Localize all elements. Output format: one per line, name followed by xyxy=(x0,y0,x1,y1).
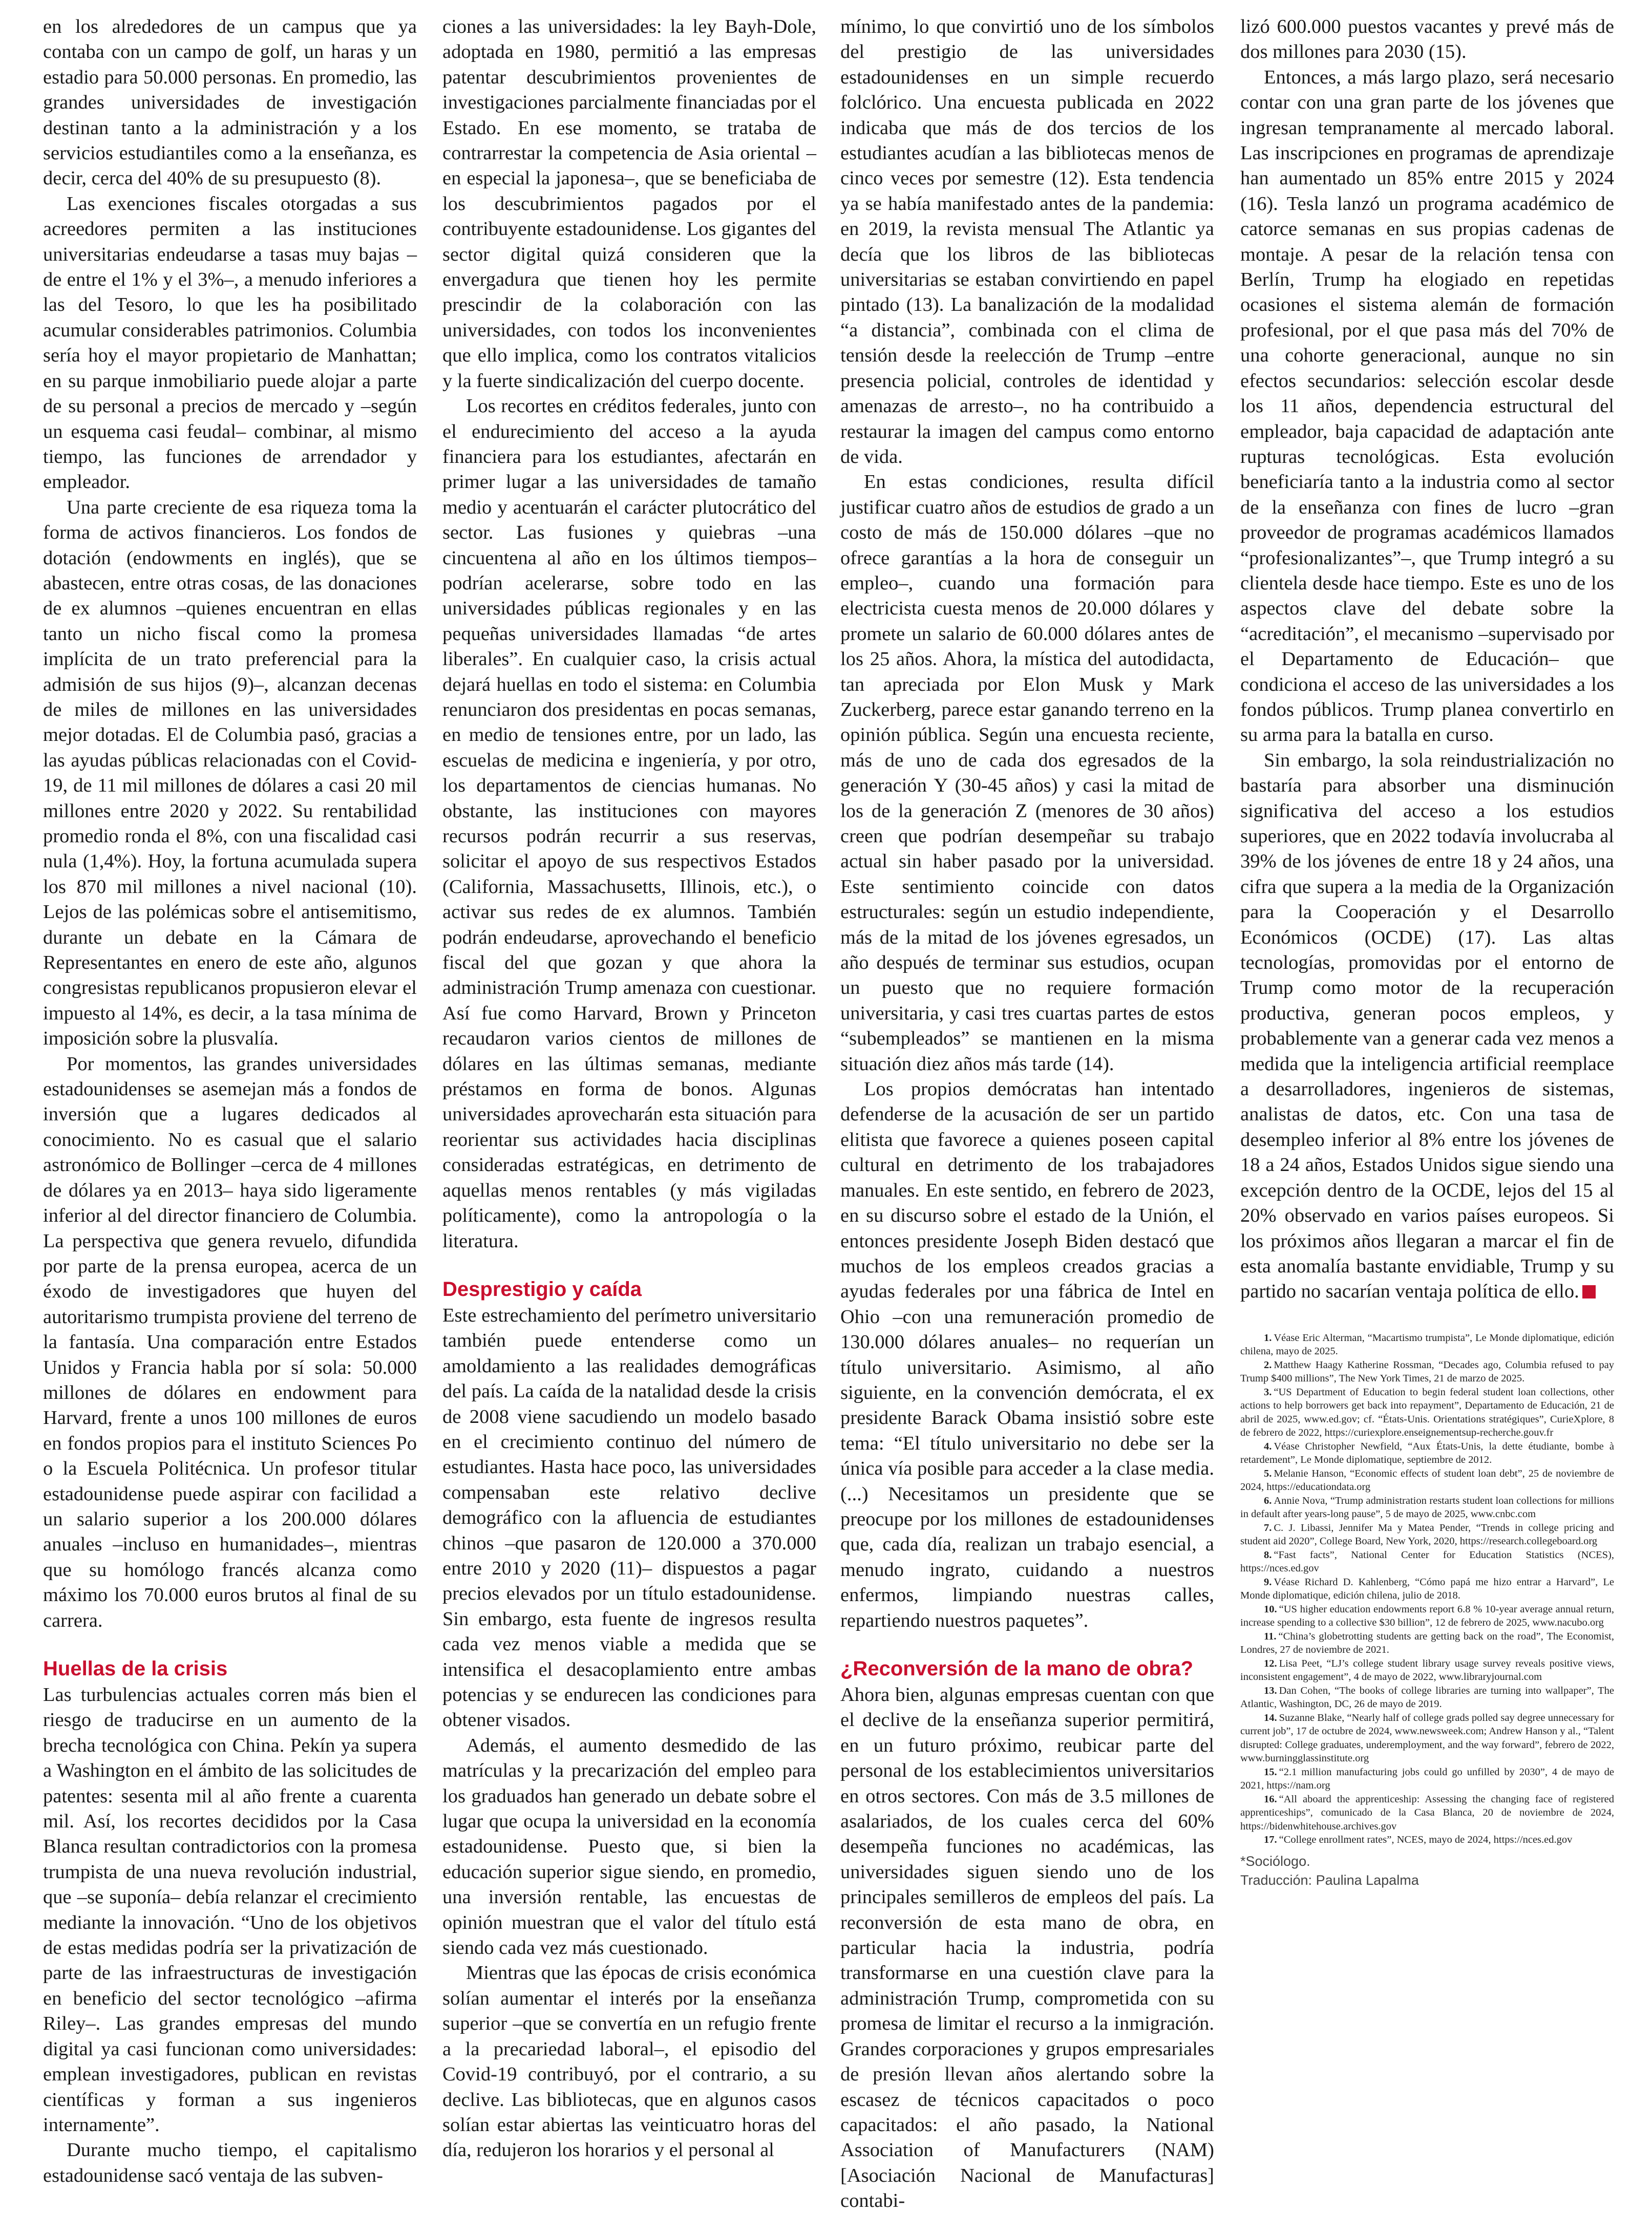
footnote-text: “Fast facts”, National Center for Education Statistics (NCES), https://nces.ed.gov xyxy=(1240,1549,1614,1574)
footnote-text: Véase Christopher Newfield, “Aux États-Unis, la dette étudiante, bombe à retardement”, Le Monde diplomatique, septiembre de 2012. xyxy=(1240,1440,1614,1466)
footnote-number: 6. xyxy=(1264,1495,1272,1506)
article-column-3 xyxy=(840,14,1214,2212)
footnote xyxy=(1240,1576,1614,1603)
footnote-number: 13. xyxy=(1264,1685,1277,1696)
footnote-text: C. J. Libassi, Jennifer Ma y Matea Pender, “Trends in college pricing and student aid 2020”, College Board, New York, 2020, https://research.collegeboard.org xyxy=(1240,1522,1614,1547)
author-note: *Sociólogo. xyxy=(1240,1853,1310,1869)
footnote-number: 16. xyxy=(1264,1793,1277,1805)
footnote-number: 4. xyxy=(1264,1440,1272,1452)
footnote-number: 15. xyxy=(1264,1766,1277,1778)
article-column-1 xyxy=(43,14,417,2186)
article-column-2 xyxy=(442,14,816,2161)
footnote-text: Véase Richard D. Kahlenberg, “Cómo papá me hizo entrar a Harvard”, Le Monde diplomatique, edición chilena, julio de 2018. xyxy=(1240,1576,1614,1602)
footnote xyxy=(1240,1793,1614,1834)
footnote-number: 7. xyxy=(1264,1522,1272,1534)
article-paragraph: Las exenciones fiscales otorgadas a sus acreedores permiten a las instituciones universitarias endeudarse a tasas muy bajas –de entre el 1% y el 3%–, a menudo inferiores a las del Tesoro, lo que les ha posibilitado acumular considerables patrimonios. Columbia sería hoy el mayor propietario de Manhattan; en su parque inmobiliario puede alojar a parte de su personal a precios de mercado y –según un esquema casi feudal– combinar, al mismo tiempo, las funciones de arrendador y empleador. xyxy=(43,193,417,493)
article-paragraph: Durante mucho tiempo, el capitalismo estadounidense sacó ventaja de las subven- xyxy=(43,2139,417,2186)
footnote-text: “US higher education endowments report 6.8 % 10-year average annual return, increase spending to a collective $30 billion”, 12 de febrero de 2025, www.nacubo.org xyxy=(1240,1603,1614,1629)
footnote-text: “College enrollment rates”, NCES, mayo de 2024, https://nces.ed.gov xyxy=(1279,1834,1573,1846)
footnote xyxy=(1240,1684,1614,1711)
footnote-number: 9. xyxy=(1264,1576,1272,1588)
article-paragraph: Entonces, a más largo plazo, será necesario contar con una gran parte de los jóvenes que ingresan tempranamente al mercado laboral. Las inscripciones en programas de aprendizaje han aumentado un 85% entre 2015 y 2024 (16). Tesla lanzó un programa académico de catorce semanas en sus propias cadenas de montaje. A pesar de la relación tensa con Berlín, Trump ha elogiado en repetidas ocasiones el sistema alemán de formación profesional, por el que pasa más del 70% de una cohorte generacional, aunque no sin efectos secundarios: selección escolar desde los 11 años, dependencia estructural del empleador, baja capacidad de adaptación ante rupturas tecnológicas. Esta evolución beneficiaría tanto a la industria como al sector de la enseñanza con fines de lucro –gran proveedor de programas académicos llamados “profesionalizantes”–, que Trump integró a su clientela desde hace tiempo. Este es uno de los aspectos clave del debate sobre la “acreditación”, el mecanismo –supervisado por el Departamento de Educación– que condiciona el acceso de las universidades a los fondos públicos. Trump planea convertirlo en su arma para la batalla en curso. xyxy=(1240,66,1614,746)
article-paragraph: Mientras que las épocas de crisis económica solían aumentar el interés por la enseñanza superior –que se convertía en un refugio frente a la precariedad laboral–, el episodio del Covid-19 contribuyó, por el contrario, a su declive. Las bibliotecas, que en algunos casos solían estar abiertas las veinticuatro horas del día, redujeron los horarios y el personal al xyxy=(442,1962,816,2161)
footnote-number: 11. xyxy=(1264,1630,1277,1642)
article-paragraph: Una parte creciente de esa riqueza toma la forma de activos financieros. Los fondos de dotación (endowments en inglés), que se abastecen, entre otras cosas, de las donaciones de ex alumnos –quienes encuentran en ellas tanto un nicho fiscal como la promesa implícita de un trato preferencial para la admisión de sus hijos (9)–, alcanzan decenas de miles de millones en las universidades mejor dotadas. El de Columbia pasó, gracias a las ayudas públicas relacionadas con el Covid-19, de 11 mil millones de dólares a casi 20 mil millones entre 2020 y 2022. Su rentabilidad promedio ronda el 8%, con una fiscalidad casi nula (1,4%). Hoy, la fortuna acumulada supera los 870 mil millones a nivel nacional (10). Lejos de las polémicas sobre el antisemitismo, durante un debate en la Cámara de Representantes en enero de este año, algunos congresistas republicanos propusieron elevar el impuesto al 14%, es decir, a la tasa mínima de imposición sobre la plusvalía. xyxy=(43,496,417,1050)
article-paragraph: Además, el aumento desmedido de las matrículas y la precarización del empleo para los graduados han generado un debate sobre el lugar que ocupa la universidad en la economía estadounidense. Puesto que, si bien la educación superior sigue siendo, en promedio, una inversión rentable, las encuestas de opinión muestran que el valor del título está siendo cada vez más cuestionado. xyxy=(442,1734,816,1959)
article-paragraph: lizó 600.000 puestos vacantes y prevé más de dos millones para 2030 (15). xyxy=(1240,16,1614,63)
footnote-text: Suzanne Blake, “Nearly half of college grads polled say degree unnecessary for current job”, 17 de octubre de 2024, www.newsweek.com; Andrew Hanson y al., “Talent disrupted: College graduates, underemployment, and the way forward”, febrero de 2022, www.burningglassinstitute.org xyxy=(1240,1712,1614,1764)
paragraph-text: Sin embargo, la sola reindustrialización no bastaría para absorber una disminución significativa del acceso a los estudios superiores, que en 2022 todavía involucraba al 39% de los jóvenes de entre 18 y 24 años, una cifra que supera a la media de la Organización para la Cooperación y el Desarrollo Económicos (OCDE) (17). Las altas tecnologías, promovidas por el entorno de Trump como motor de la recuperación productiva, generan pocos empleos, y probablemente van a generar cada vez menos a medida que la inteligencia artificial reemplace a desarrolladores, ingenieros de sistemas, analistas de datos, etc. Con una tasa de desempleo inferior al 8% entre los jóvenes de 18 a 24 años, Estados Unidos sigue siendo una excepción dentro de la OCDE, lejos del 15 al 20% observado en varios países europeos. Si los próximos años llegaran a marcar el fin de esta anomalía bastante envidiable, Trump y su partido no sacarían ventaja política de ello. xyxy=(1240,749,1614,1303)
article-paragraph xyxy=(1240,748,1614,1305)
article-column-4 xyxy=(1240,14,1614,2062)
footnote xyxy=(1240,1765,1614,1793)
footnotes xyxy=(1240,1331,1614,1847)
article-paragraph: Por momentos, las grandes universidades estadounidenses se asemejan más a fondos de inversión que a lugares dedicados al conocimiento. No es casual que el salario astronómico de Bollinger –cerca de 4 millones de dólares ya en 2013– haya sido ligeramente inferior al del director financiero de Columbia. La perspectiva que genera revuelo, difundida por parte de la prensa europea, acerca de un éxodo de investigadores que huyen del autoritarismo trumpista proviene del terreno de la fantasía. Una comparación entre Estados Unidos y Francia habla por sí sola: 50.000 millones de dólares en endowment para Harvard, frente a unos 100 millones de euros en fondos propios para el instituto Sciences Po o la Escuela Politécnica. Un profesor titular estadounidense puede aspirar con facilidad a un salario superior a los 200.000 dólares anuales –incluso en humanidades–, mientras que su homólogo francés alcanza como máximo los 70.000 euros brutos al final de su carrera. xyxy=(43,1053,417,1631)
footnote xyxy=(1240,1630,1614,1657)
footnote xyxy=(1240,1521,1614,1548)
footnote xyxy=(1240,1711,1614,1765)
footnote xyxy=(1240,1494,1614,1521)
footnote xyxy=(1240,1440,1614,1467)
footnote xyxy=(1240,1467,1614,1494)
footnote-text: Matthew Haagy Katherine Rossman, “Decades ago, Columbia refused to pay Trump $400 millions”, The New York Times, 21 de marzo de 2025. xyxy=(1240,1359,1614,1385)
footnote xyxy=(1240,1833,1614,1847)
article-paragraph: Los recortes en créditos federales, junto con el endurecimiento del acceso a la ayuda financiera para los estudiantes, afectarán en primer lugar a las universidades de tamaño medio y acentuarán el carácter plutocrático del sector. Las fusiones y quiebras –una cincuentena al año en los últimos tiempos– podrían acelerarse, sobre todo en las universidades públicas regionales y en las pequeñas universidades llamadas “de artes liberales”. En cualquier caso, la crisis actual dejará huellas en todo el sistema: en Columbia renunciaron dos presidentas en pocas semanas, en medio de tensiones entre, por un lado, las escuelas de medicina e ingeniería, y por otro, los departamentos de ciencias humanas. No obstante, las instituciones con mayores recursos podrán recurrir a sus reservas, solicitar el apoyo de sus respectivos Estados (California, Massachusetts, Illinois, etc.), o activar sus redes de ex alumnos. También podrán endeudarse, aprovechando el beneficio fiscal del que gozan y que ahora la administración Trump amenaza con cuestionar. Así fue como Harvard, Brown y Princeton recaudaron varios cientos de millones de dólares en las últimas semanas, mediante préstamos en forma de bonos. Algunas universidades aprovecharán esta situación para reorientar sus actividades hacia disciplinas consideradas estratégicas, en detrimento de aquellas menos rentables (y más vigiladas políticamente), como la antropología o la literatura. xyxy=(442,395,816,1252)
footnote xyxy=(1240,1603,1614,1630)
translation-credit: Traducción: Paulina Lapalma xyxy=(1240,1872,1419,1888)
footnote-number: 14. xyxy=(1264,1712,1277,1723)
footnote-number: 2. xyxy=(1264,1359,1272,1371)
footnote-number: 1. xyxy=(1264,1332,1272,1344)
footnote-text: Véase Eric Alterman, “Macartismo trumpista”, Le Monde diplomatique, edición chilena, mayo de 2025. xyxy=(1240,1332,1614,1357)
footnote-number: 17. xyxy=(1264,1834,1277,1846)
footnote-number: 12. xyxy=(1264,1657,1277,1669)
section-heading: Huellas de la crisis xyxy=(43,1657,228,1680)
footnote-text: “US Department of Education to begin federal student loan collections, other actions to help borrowers get back into repayment”, Departamento de Educación, 21 de abril de 2025, www.ed.gov; cf. “États-Unis. Orientations stratégiques”, CurieXplore, 8 de febrero de 2022, https://curiexplore.enseignementsup-recherche.gouv.fr xyxy=(1240,1386,1614,1439)
section-heading: ¿Reconversión de la mano de obra? xyxy=(840,1657,1194,1680)
article-paragraph: Ahora bien, algunas empresas cuentan con que el declive de la enseñanza superior permitirá, en un futuro próximo, reubicar parte del personal de los establecimientos universitarios en otros sectores. Con más de 3.5 millones de asalariados, de los cuales cerca del 60% desempeña funciones no académicas, las universidades siguen siendo uno de los principales semilleros de empleos del país. La reconversión de esta mano de obra, en particular hacia la industria, podría transformarse en una cuestión clave para la administración Trump, comprometida con su promesa de limitar el recurso a la inmigración. Grandes corporaciones y grupos empresariales de presión llevan años alertando sobre la escasez de técnicos capacitados o poco capacitados: el año pasado, la National Association of Manufacturers (NAM) [Asociación Nacional de Manufacturas] contabi- xyxy=(840,1684,1214,2212)
footnote xyxy=(1240,1657,1614,1684)
end-of-article-square-icon xyxy=(1582,1285,1596,1298)
footnote-number: 8. xyxy=(1264,1549,1272,1561)
footnote-number: 3. xyxy=(1264,1386,1272,1398)
footnote xyxy=(1240,1386,1614,1440)
footnote-text: “China’s globetrotting students are getting back on the road”, The Economist, Londres, 27 de noviembre de 2021. xyxy=(1240,1630,1614,1656)
footnote-text: “All aboard the apprenticeship: Assessing the changing face of registered apprenticeships”, comunicado de la Casa Blanca, 20 de noviembre de 2024, https://bidenwhitehouse.archives.gov xyxy=(1240,1793,1614,1832)
footnote-text: Annie Nova, “Trump administration restarts student loan collections for millions in default after years-long pause”, 5 de mayo de 2025, www.cnbc.com xyxy=(1240,1495,1614,1520)
section-heading: Desprestigio y caída xyxy=(442,1278,642,1301)
article-paragraph: ciones a las universidades: la ley Bayh-Dole, adoptada en 1980, permitió a las empresas patentar descubrimientos provenientes de investigaciones parcialmente financiadas por el Estado. En ese momento, se trataba de contrarrestar la competencia de Asia oriental –en especial la japonesa–, que se beneficiaba de los descubrimientos pagados por el contribuyente estadounidense. Los gigantes del sector digital quizá consideren que la envergadura que tienen hoy les permite prescindir de la colaboración con las universidades, con todos los inconvenientes que ello implica, como los contratos vitalicios y la fuerte sindicalización del cuerpo docente. xyxy=(442,16,816,392)
article-paragraph: Este estrechamiento del perímetro universitario también puede entenderse como un amoldamiento a las realidades demográficas del país. La caída de la natalidad desde la crisis de 2008 viene sacudiendo un modelo basado en el crecimiento continuo del número de estudiantes. Hasta hace poco, las universidades compensaban este relativo declive demográfico con la afluencia de estudiantes chinos –que pasaron de 120.000 a 370.000 entre 2010 y 2020 (11)– dispuestos a pagar precios elevados por un título estadounidense. Sin embargo, esta fuente de ingresos resulta cada vez menos viable a medida que se intensifica el desacoplamiento entre ambas potencias y se endurecen las condiciones para obtener visados. xyxy=(442,1304,816,1731)
footnote-text: “2.1 million manufacturing jobs could go unfilled by 2030”, 4 de mayo de 2021, https://nam.org xyxy=(1240,1766,1614,1792)
article-paragraph: Los propios demócratas han intentado defenderse de la acusación de ser un partido elitista que favorece a quienes poseen capital cultural en detrimento de los trabajadores manuales. En este sentido, en febrero de 2023, en su discurso sobre el estado de la Unión, el entonces presidente Joseph Biden destacó que muchos de los empleos creados gracias a ayudas federales por una fábrica de Intel en Ohio –con una remuneración promedio de 130.000 dólares anuales– no requerían un título universitario. Asimismo, al año siguiente, en la convención demócrata, el ex presidente Barack Obama insistió sobre este tema: “El título universitario no debe ser la única vía posible para acceder a la clase media. (...) Necesitamos un presidente que se preocupe por los millones de estadounidenses que, cada día, realizan un trabajo esencial, a menudo ingrato, cuidando a nuestros enfermos, limpiando nuestras calles, repartiendo nuestros paquetes”. xyxy=(840,1078,1214,1631)
article-paragraph: En estas condiciones, resulta difícil justificar cuatro años de estudios de grado a un costo de más de 150.000 dólares –que no ofrece garantías a la hora de conseguir un empleo–, cuando una formación para electricista cuesta menos de 20.000 dólares y promete un salario de 60.000 dólares antes de los 25 años. Ahora, la mística del autodidacta, tan apreciada por Elon Musk y Mark Zuckerberg, parece estar ganando terreno en la opinión pública. Según una encuesta reciente, más de uno de cada dos egresados de la generación Y (30-45 años) y casi la mitad de los de la generación Z (menores de 30 años) creen que podrían desempeñar su trabajo actual sin haber pasado por la universidad. Este sentimiento coincide con datos estructurales: según un estudio independiente, más de la mitad de los jóvenes egresados, un año después de terminar sus estudios, ocupan un puesto que no requiere formación universitaria, y casi tres cuartas partes de estos “subempleados” se mantienen en la misma situación diez años más tarde (14). xyxy=(840,471,1214,1075)
footnote xyxy=(1240,1548,1614,1576)
article-paragraph: mínimo, lo que convirtió uno de los símbolos del prestigio de las universidades estadounidenses en un simple recuerdo folclórico. Una encuesta publicada en 2022 indicaba que más de dos tercios de los estudiantes acudían a las bibliotecas menos de cinco veces por semestre (12). Esta tendencia ya se había manifestado antes de la pandemia: en 2019, la revista mensual The Atlantic ya decía que los libros de las bibliotecas universitarias se estaban convirtiendo en papel pintado (13). La banalización de la modalidad “a distancia”, combinada con el clima de tensión desde la reelección de Trump –entre presencia policial, controles de identidad y amenazas de arresto–, no ha contribuido a restaurar la imagen del campus como entorno de vida. xyxy=(840,16,1214,467)
footnote xyxy=(1240,1331,1614,1358)
footnote-number: 10. xyxy=(1264,1603,1277,1615)
footnote xyxy=(1240,1358,1614,1386)
article-paragraph: en los alrededores de un campus que ya contaba con un campo de golf, un haras y un estadio para 50.000 personas. En promedio, las grandes universidades de investigación destinan tanto a la administración y a los servicios estudiantiles como a la enseñanza, es decir, cerca del 40% de su presupuesto (8). xyxy=(43,16,417,189)
footnote-text: Melanie Hanson, “Economic effects of student loan debt”, 25 de noviembre de 2024, https://educationdata.org xyxy=(1240,1467,1614,1493)
footnote-text: Dan Cohen, “The books of college libraries are turning into wallpaper”, The Atlantic, Washington, DC, 26 de mayo de 2019. xyxy=(1240,1685,1614,1710)
footnote-text: Lisa Peet, “LJ’s college student library usage survey reveals positive views, inconsistent engagement”, 4 de mayo de 2022, www.libraryjournal.com xyxy=(1240,1657,1614,1683)
article-paragraph: Las turbulencias actuales corren más bien el riesgo de traducirse en un aumento de la brecha tecnológica con China. Pekín ya supera a Washington en el ámbito de las solicitudes de patentes: sesenta mil al año frente a cuarenta mil. Así, los recortes decididos por la Casa Blanca resultan contradictorios con la promesa trumpista de una nueva revolución industrial, que –se suponía– debía relanzar el crecimiento mediante la innovación. “Uno de los objetivos de estas medidas podría ser la privatización de parte de las infraestructuras de investigación en beneficio del sector tecnológico –afirma Riley–. Las grandes empresas del mundo digital ya casi funcionan como universidades: emplean investigadores, publican en revistas científicas y forman a sus ingenieros internamente”. xyxy=(43,1684,417,2136)
footnote-number: 5. xyxy=(1264,1467,1272,1479)
